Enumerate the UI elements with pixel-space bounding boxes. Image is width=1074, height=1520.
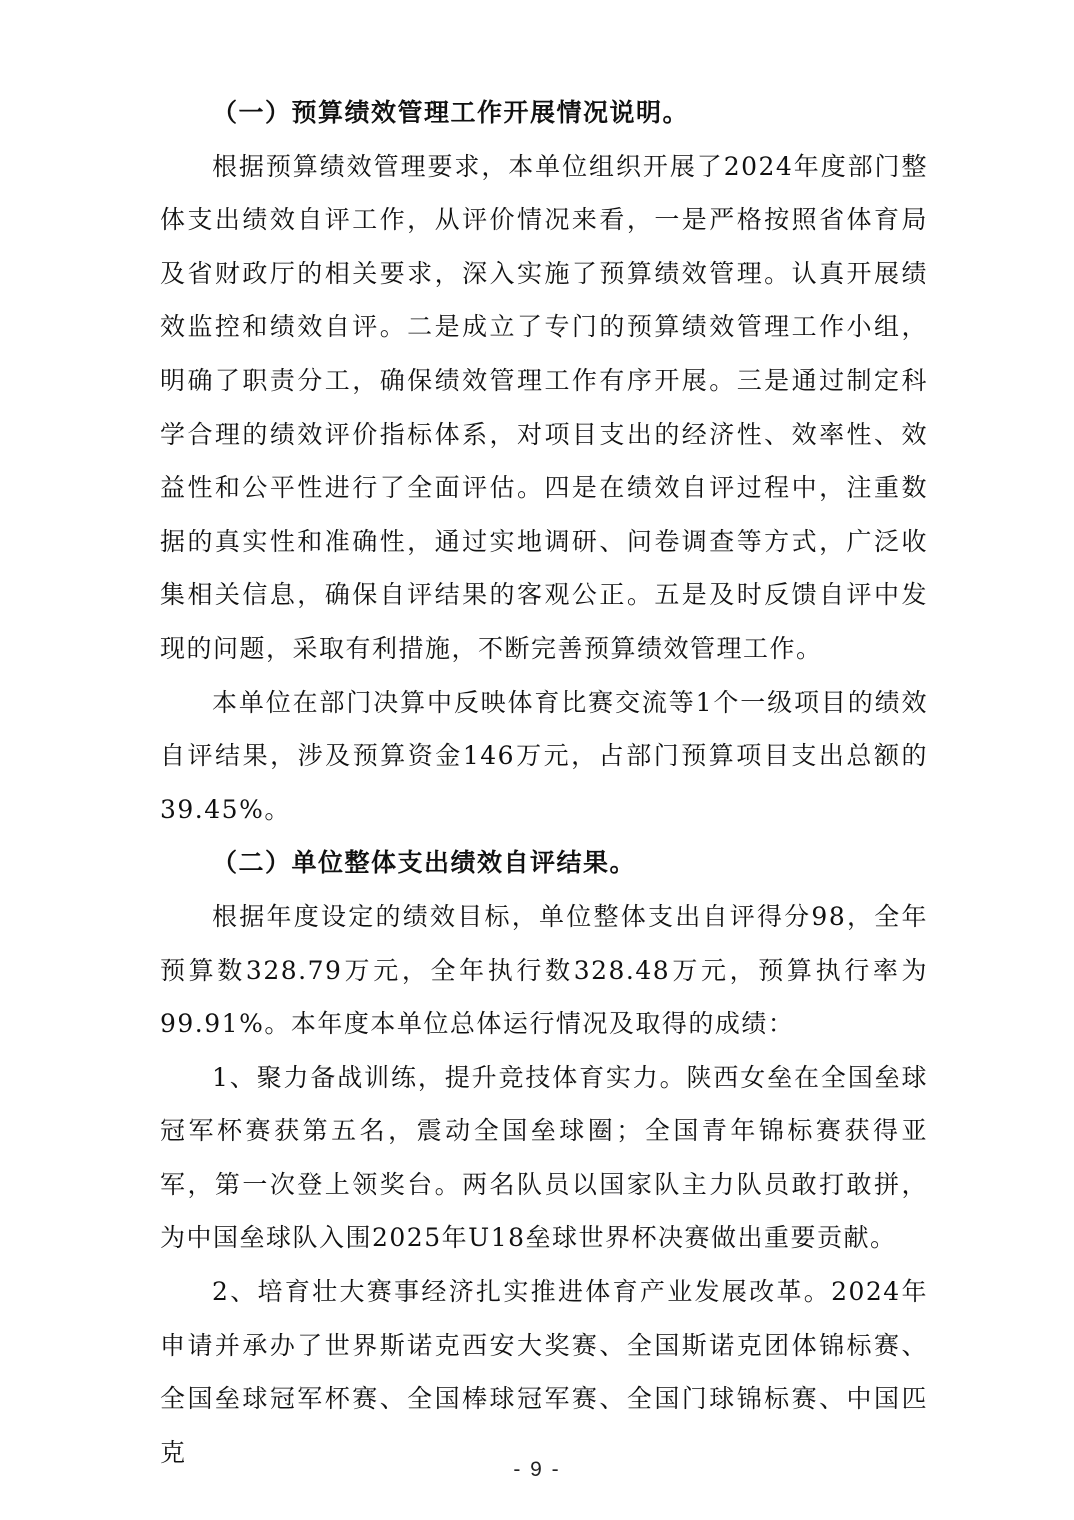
paragraph: 2、培育壮大赛事经济扎实推进体育产业发展改革。2024年申请并承办了世界斯诺克西安大奖赛、全国斯诺克团体锦标赛、全国垒球冠军杯赛、全国棒球冠军赛、全国门球锦标赛、中国匹克 [160,1277,928,1467]
paragraph: 本单位在部门决算中反映体育比赛交流等1个一级项目的绩效自评结果，涉及预算资金146万元，占部门预算项目支出总额的39.45%。 [160,687,928,824]
paragraph: 1、聚力备战训练，提升竞技体育实力。陕西女垒在全国垒球冠军杯赛获第五名，震动全国垒球圈；全国青年锦标赛获得亚军，第一次登上领奖台。两名队员以国家队主力队员敢打敢拼，为中国垒球队入围2025年U18垒球世界杯决赛做出重要贡献。 [160,1062,928,1253]
section-heading-2: （二）单位整体支出绩效自评结果。 [212,848,637,878]
paragraph: 根据预算绩效管理要求，本单位组织开展了2024年度部门整体支出绩效自评工作，从评价情况来看，一是严格按照省体育局及省财政厅的相关要求，深入实施了预算绩效管理。认真开展绩效监控和绩效自评。二是成立了专门的预算绩效管理工作小组，明确了职责分工，确保绩效管理工作有序开展。三是通过制定科学合理的绩效评价指标体系，对项目支出的经济性、效率性、效益性和公平性进行了全面评估。四是在绩效自评过程中，注重数据的真实性和准确性，通过实地调研、问卷调查等方式，广泛收集相关信息，确保自评结果的客观公正。五是及时反馈自评中发现的问题，采取有利措施，不断完善预算绩效管理工作。 [160,151,928,663]
section-heading-1: （一）预算绩效管理工作开展情况说明。 [212,98,690,127]
document-body [160,86,928,1479]
paragraph: 根据年度设定的绩效目标，单位整体支出自评得分98，全年预算数328.79万元，全年执行数328.48万元，预算执行率为99.91%。本年度本单位总体运行情况及取得的成绩： [160,901,928,1039]
page-number: - 9 - [513,1458,561,1481]
